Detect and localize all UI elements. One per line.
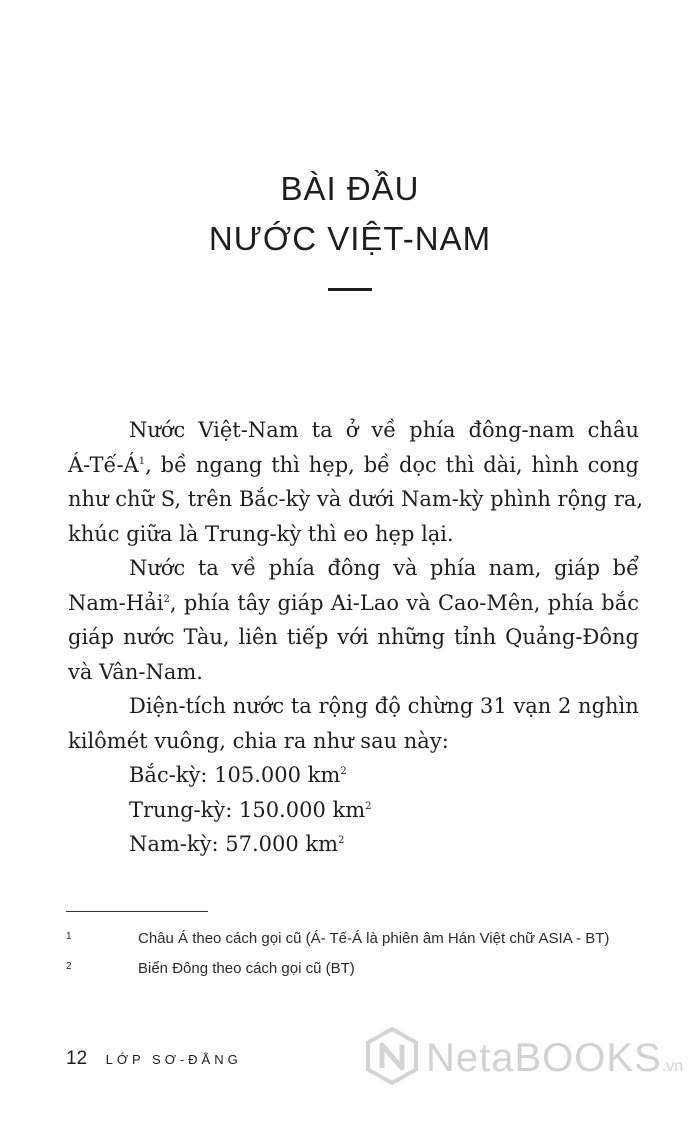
running-head: LỚP SƠ-ĐẲNG bbox=[105, 1052, 242, 1067]
watermark-tld: .vn bbox=[661, 1058, 684, 1075]
footnote-text: Biển Đông theo cách gọi cũ (BT) bbox=[138, 960, 355, 977]
paragraph-line: Nước ta về phía đông và phía nam, giáp bể bbox=[129, 556, 639, 580]
watermark-brand bbox=[426, 1036, 683, 1081]
region-text: Nam-kỳ: 57.000 km bbox=[129, 832, 339, 856]
footnote-text: Châu Á theo cách gọi cũ (Á- Tế-Á là phiên âm Hán Việt chữ ASIA - BT) bbox=[138, 930, 610, 947]
chapter-title-line-2: NƯỚC VIỆT-NAM bbox=[208, 220, 492, 257]
chapter-title-line-1: BÀI ĐẦU bbox=[280, 170, 420, 207]
footnote-2 bbox=[66, 958, 646, 980]
footnote-separator bbox=[66, 911, 208, 912]
page-number: 12 bbox=[66, 1048, 88, 1069]
page-footer bbox=[66, 1048, 242, 1070]
paragraph-line: như chữ S, trên Bắc-kỳ và dưới Nam-kỳ phình rộng ra, bbox=[68, 487, 644, 511]
footnote-ref-1: 1 bbox=[138, 455, 146, 467]
paragraph-line bbox=[68, 586, 639, 621]
paragraph-line: Nước Việt-Nam ta ở về phía đông-nam châu bbox=[129, 418, 639, 442]
paragraph-line: khúc giữa là Trung-kỳ thì eo hẹp lại. bbox=[68, 521, 454, 546]
paragraph-line: giáp nước Tàu, liên tiếp với những tỉnh Quảng-Đông bbox=[68, 625, 639, 649]
watermark bbox=[362, 1022, 692, 1092]
unit-superscript: 2 bbox=[340, 766, 347, 777]
footnote-number: 2 bbox=[66, 961, 72, 972]
text-span: Nam-Hải bbox=[68, 590, 164, 615]
unit-superscript: 2 bbox=[338, 835, 345, 846]
paragraph-1 bbox=[68, 413, 644, 551]
title-divider bbox=[328, 288, 372, 291]
paragraph-line bbox=[68, 448, 639, 483]
region-text: Trung-kỳ: 150.000 km bbox=[129, 797, 366, 822]
paragraph-3 bbox=[68, 689, 639, 862]
paragraph-line: và Vân-Nam. bbox=[68, 659, 203, 684]
text-span: , phía tây giáp Ai-Lao và Cao-Mên, phía bắc bbox=[169, 590, 639, 615]
region-item-nam-ky bbox=[68, 827, 639, 862]
footnote-number: 1 bbox=[66, 931, 72, 942]
footnote-ref-2: 2 bbox=[163, 593, 170, 605]
paragraph-line: kilômét vuông, chia ra như sau này: bbox=[68, 728, 449, 753]
footnote-1 bbox=[66, 928, 646, 950]
text-span: , bề ngang thì hẹp, bề dọc thì dài, hình cong bbox=[145, 452, 639, 477]
paragraph-line: Diện-tích nước ta rộng độ chừng 31 vạn 2 nghìn bbox=[129, 694, 639, 718]
netabooks-logo-icon bbox=[362, 1026, 422, 1086]
region-item-trung-ky bbox=[68, 793, 639, 828]
region-text: Bắc-kỳ: 105.000 km bbox=[129, 763, 341, 787]
region-item-bac-ky bbox=[68, 758, 639, 793]
unit-superscript: 2 bbox=[365, 800, 372, 812]
watermark-brand-name: NetaBOOKS bbox=[426, 1036, 662, 1080]
footnotes bbox=[66, 928, 646, 988]
text-span: Á-Tế-Á bbox=[68, 452, 139, 477]
paragraph-2 bbox=[68, 551, 639, 689]
